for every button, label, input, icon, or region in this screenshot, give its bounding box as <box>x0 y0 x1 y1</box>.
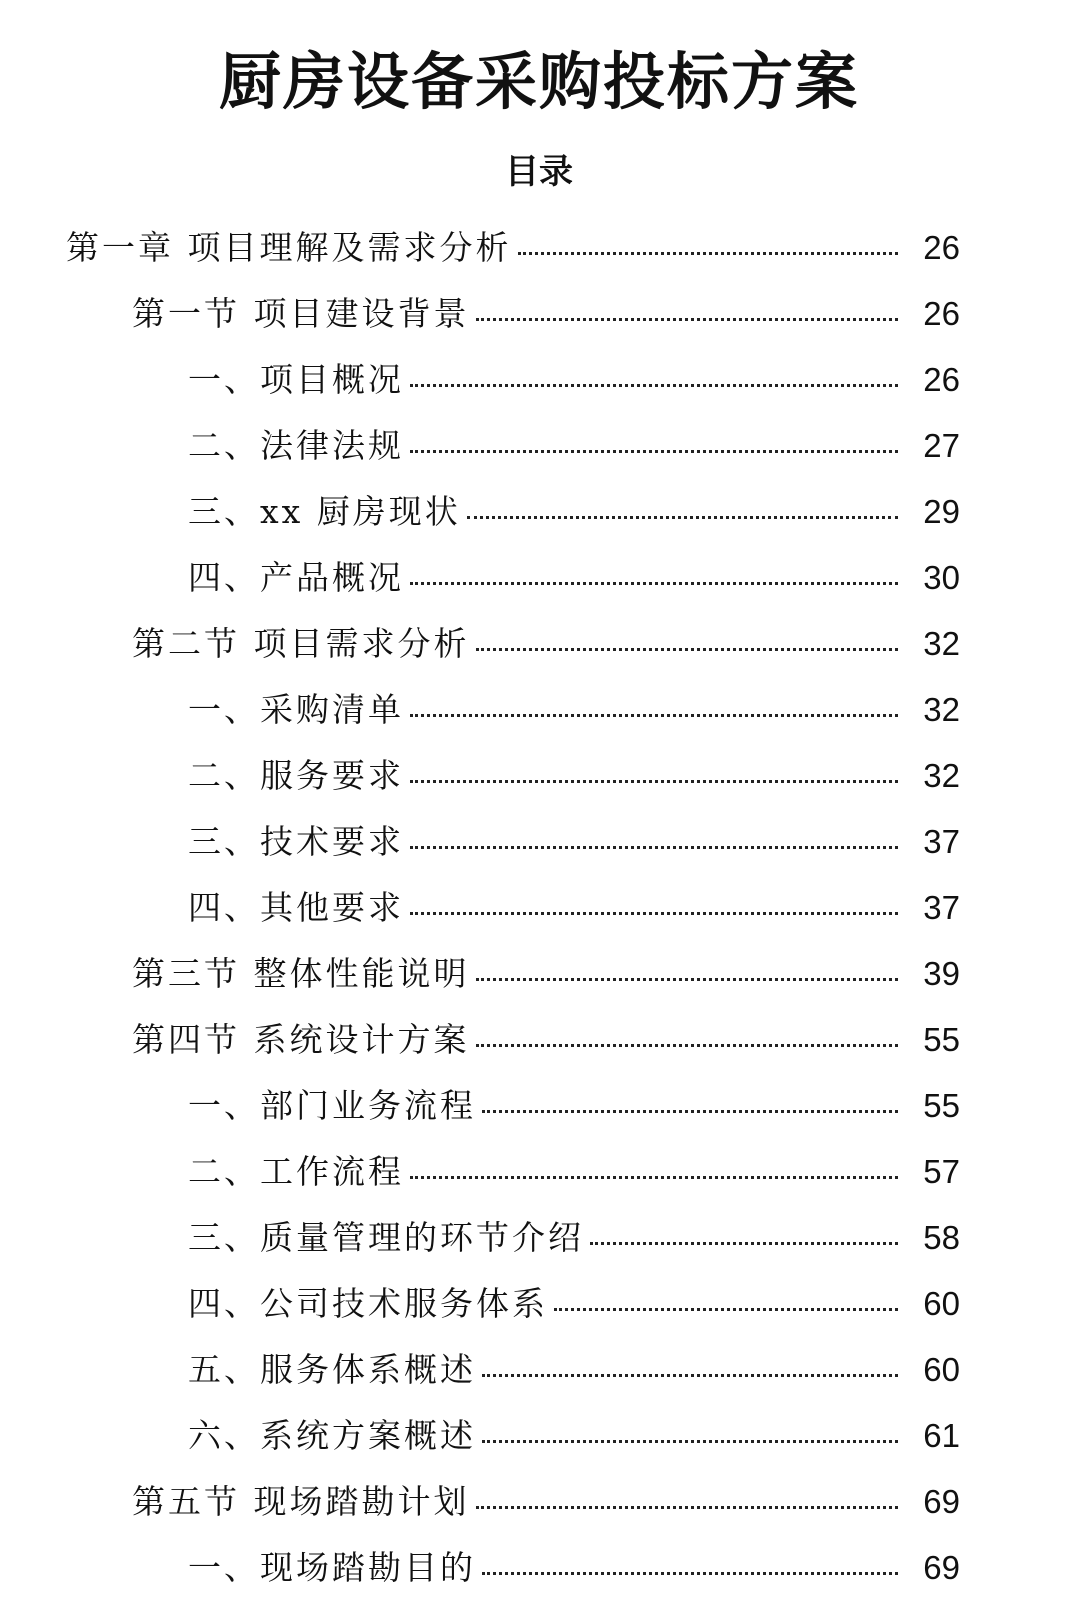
toc-entry-label: 第四节 系统设计方案 <box>132 1020 470 1059</box>
toc-page-number: 32 <box>923 625 960 662</box>
toc-entry-item[interactable] <box>0 1544 1078 1610</box>
toc-dot-leader <box>476 1044 899 1047</box>
toc-page-number: 32 <box>923 691 960 728</box>
toc-dot-leader <box>590 1242 898 1245</box>
toc-entry-section-3[interactable] <box>0 950 1078 1016</box>
toc-entry-label: 第一章 项目理解及需求分析 <box>66 228 512 267</box>
toc-page-number: 69 <box>923 1483 960 1520</box>
toc-dot-leader <box>476 318 899 321</box>
toc-dot-leader <box>482 1440 898 1443</box>
toc-page-number: 30 <box>923 559 960 596</box>
toc-entry-label: 一、现场踏勘目的 <box>188 1548 476 1587</box>
toc-entry-label: 第二节 项目需求分析 <box>132 624 470 663</box>
toc-page-number: 27 <box>923 427 960 464</box>
toc-entry-item[interactable] <box>0 1148 1078 1214</box>
toc-entry-label: 四、其他要求 <box>188 888 404 927</box>
toc-entry-label: 二、服务要求 <box>188 756 404 795</box>
toc-dot-leader <box>410 582 898 585</box>
toc-entry-label: 第一节 项目建设背景 <box>132 294 470 333</box>
toc-entry-item[interactable] <box>0 554 1078 620</box>
toc-dot-leader <box>410 1176 898 1179</box>
toc-entry-label: 六、系统方案概述 <box>188 1416 476 1455</box>
toc-dot-leader <box>482 1572 898 1575</box>
toc-entry-item[interactable] <box>0 1346 1078 1412</box>
toc-entry-item[interactable] <box>0 488 1078 554</box>
toc-entry-item[interactable] <box>0 752 1078 818</box>
toc-entry-item[interactable] <box>0 884 1078 950</box>
toc-entry-label: 一、采购清单 <box>188 690 404 729</box>
toc-page-number: 57 <box>923 1153 960 1190</box>
toc-entry-item[interactable] <box>0 818 1078 884</box>
toc-page-number: 60 <box>923 1351 960 1388</box>
toc-entry-label: 二、工作流程 <box>188 1152 404 1191</box>
toc-dot-leader <box>410 714 898 717</box>
toc-dot-leader <box>410 846 898 849</box>
toc-entry-item[interactable] <box>0 422 1078 488</box>
toc-entry-label: 第三节 整体性能说明 <box>132 954 470 993</box>
toc-entry-label: 三、技术要求 <box>188 822 404 861</box>
toc-heading: 目录 <box>505 152 573 192</box>
toc-page-number: 55 <box>923 1021 960 1058</box>
toc-page-number: 39 <box>923 955 960 992</box>
toc-entry-item[interactable] <box>0 1214 1078 1280</box>
toc-dot-leader <box>518 252 899 255</box>
toc-page-number: 69 <box>923 1549 960 1586</box>
toc-dot-leader <box>410 384 898 387</box>
toc-entry-chapter-1[interactable] <box>0 224 1078 290</box>
toc-entry-label: 五、服务体系概述 <box>188 1350 476 1389</box>
toc-page-number: 55 <box>923 1087 960 1124</box>
toc-entry-section-4[interactable] <box>0 1016 1078 1082</box>
toc-entry-section-5[interactable] <box>0 1478 1078 1544</box>
toc-entry-item[interactable] <box>0 1082 1078 1148</box>
toc-entry-section-1[interactable] <box>0 290 1078 356</box>
toc-page-number: 37 <box>923 889 960 926</box>
toc-entry-label: 二、法律法规 <box>188 426 404 465</box>
table-of-contents <box>0 224 1078 1610</box>
toc-entry-label: 一、项目概况 <box>188 360 404 399</box>
toc-entry-label: 三、xx 厨房现状 <box>188 492 461 531</box>
toc-entry-item[interactable] <box>0 686 1078 752</box>
toc-entry-label: 四、公司技术服务体系 <box>188 1284 548 1323</box>
toc-page-number: 26 <box>923 229 960 266</box>
toc-entry-item[interactable] <box>0 356 1078 422</box>
toc-entry-label: 三、质量管理的环节介绍 <box>188 1218 584 1257</box>
toc-dot-leader <box>410 450 898 453</box>
toc-dot-leader <box>467 516 898 519</box>
toc-entry-label: 一、部门业务流程 <box>188 1086 476 1125</box>
toc-page-number: 32 <box>923 757 960 794</box>
toc-page-number: 26 <box>923 295 960 332</box>
toc-page-number: 58 <box>923 1219 960 1256</box>
toc-page-number: 61 <box>923 1417 960 1454</box>
toc-page-number: 29 <box>923 493 960 530</box>
toc-entry-label: 第五节 现场踏勘计划 <box>132 1482 470 1521</box>
toc-page-number: 60 <box>923 1285 960 1322</box>
toc-page-number: 26 <box>923 361 960 398</box>
toc-entry-label: 四、产品概况 <box>188 558 404 597</box>
toc-entry-section-2[interactable] <box>0 620 1078 686</box>
toc-dot-leader <box>476 978 899 981</box>
toc-page-number: 37 <box>923 823 960 860</box>
toc-dot-leader <box>554 1308 898 1311</box>
toc-dot-leader <box>410 780 898 783</box>
toc-entry-item[interactable] <box>0 1280 1078 1346</box>
document-title: 厨房设备采购投标方案 <box>218 45 859 118</box>
toc-dot-leader <box>410 912 898 915</box>
toc-dot-leader <box>482 1374 898 1377</box>
toc-entry-item[interactable] <box>0 1412 1078 1478</box>
toc-dot-leader <box>482 1110 898 1113</box>
toc-dot-leader <box>476 1506 899 1509</box>
toc-dot-leader <box>476 648 899 651</box>
